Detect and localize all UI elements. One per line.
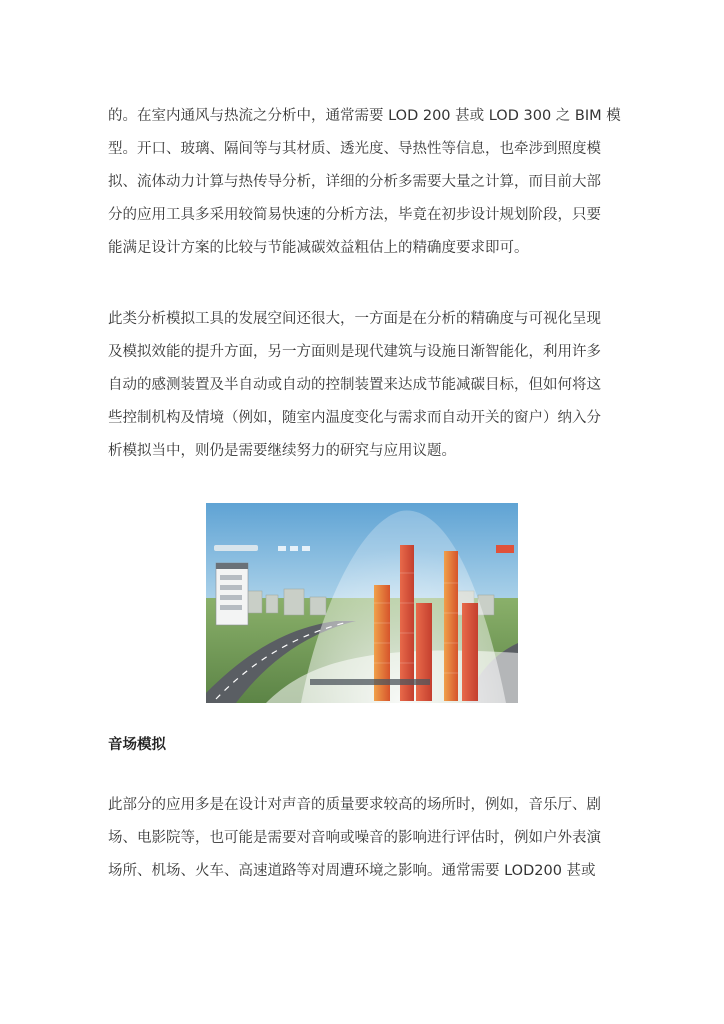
- info-panel: [216, 563, 248, 625]
- tower: [400, 545, 414, 701]
- paragraph-line: 型。开口、玻璃、隔间等与其材质、透光度、导热性等信息，也牵涉到照度模: [108, 141, 601, 157]
- paragraph-line: 分的应用工具多采用较简易快速的分析方法，毕竟在初步设计规划阶段，只要: [108, 207, 601, 223]
- paragraph-ventilation: [108, 100, 620, 265]
- paragraph-line: 析模拟当中，则仍是需要继续努力的研究与应用议题。: [108, 443, 456, 459]
- paragraph-line: 场所、机场、火车、高速道路等对周遭环境之影响。通常需要 LOD200 甚或: [108, 863, 596, 879]
- city-simulation-illustration: [206, 503, 518, 703]
- paragraph-development: [108, 303, 620, 468]
- paragraph-line: 的。在室内通风与热流之分析中，通常需要 LOD 200 甚或 LOD 300 之 BIM 模: [108, 108, 621, 124]
- paragraph-line: 场、电影院等，也可能是需要对音响或噪音的影响进行评估时，例如户外表演: [108, 830, 601, 846]
- section-heading: 音场模拟: [108, 737, 166, 753]
- paragraph-line: 拟、流体动力计算与热传导分析，详细的分析多需要大量之计算，而目前大部: [108, 174, 601, 190]
- paragraph-acoustics: [108, 789, 620, 888]
- status-strip: [310, 679, 430, 685]
- legend-bar: [496, 545, 514, 553]
- paragraph-line: 能满足设计方案的比较与节能减碳效益粗估上的精确度要求即可。: [108, 240, 529, 256]
- simulation-figure: [206, 503, 518, 703]
- paragraph-line: 此类分析模拟工具的发展空间还很大，一方面是在分析的精确度与可视化呈现: [108, 311, 601, 327]
- tower: [444, 551, 458, 701]
- paragraph-line: 此部分的应用多是在设计对声音的质量要求较高的场所时，例如，音乐厅、剧: [108, 797, 601, 813]
- tower: [462, 603, 478, 701]
- paragraph-line: 及模拟效能的提升方面，另一方面则是现代建筑与设施日渐智能化，利用许多: [108, 344, 601, 360]
- tower: [416, 603, 432, 701]
- paragraph-line: 些控制机构及情境（例如，随室内温度变化与需求而自动开关的窗户）纳入分: [108, 410, 601, 426]
- paragraph-line: 自动的感测装置及半自动或自动的控制装置来达成节能减碳目标，但如何将这: [108, 377, 601, 393]
